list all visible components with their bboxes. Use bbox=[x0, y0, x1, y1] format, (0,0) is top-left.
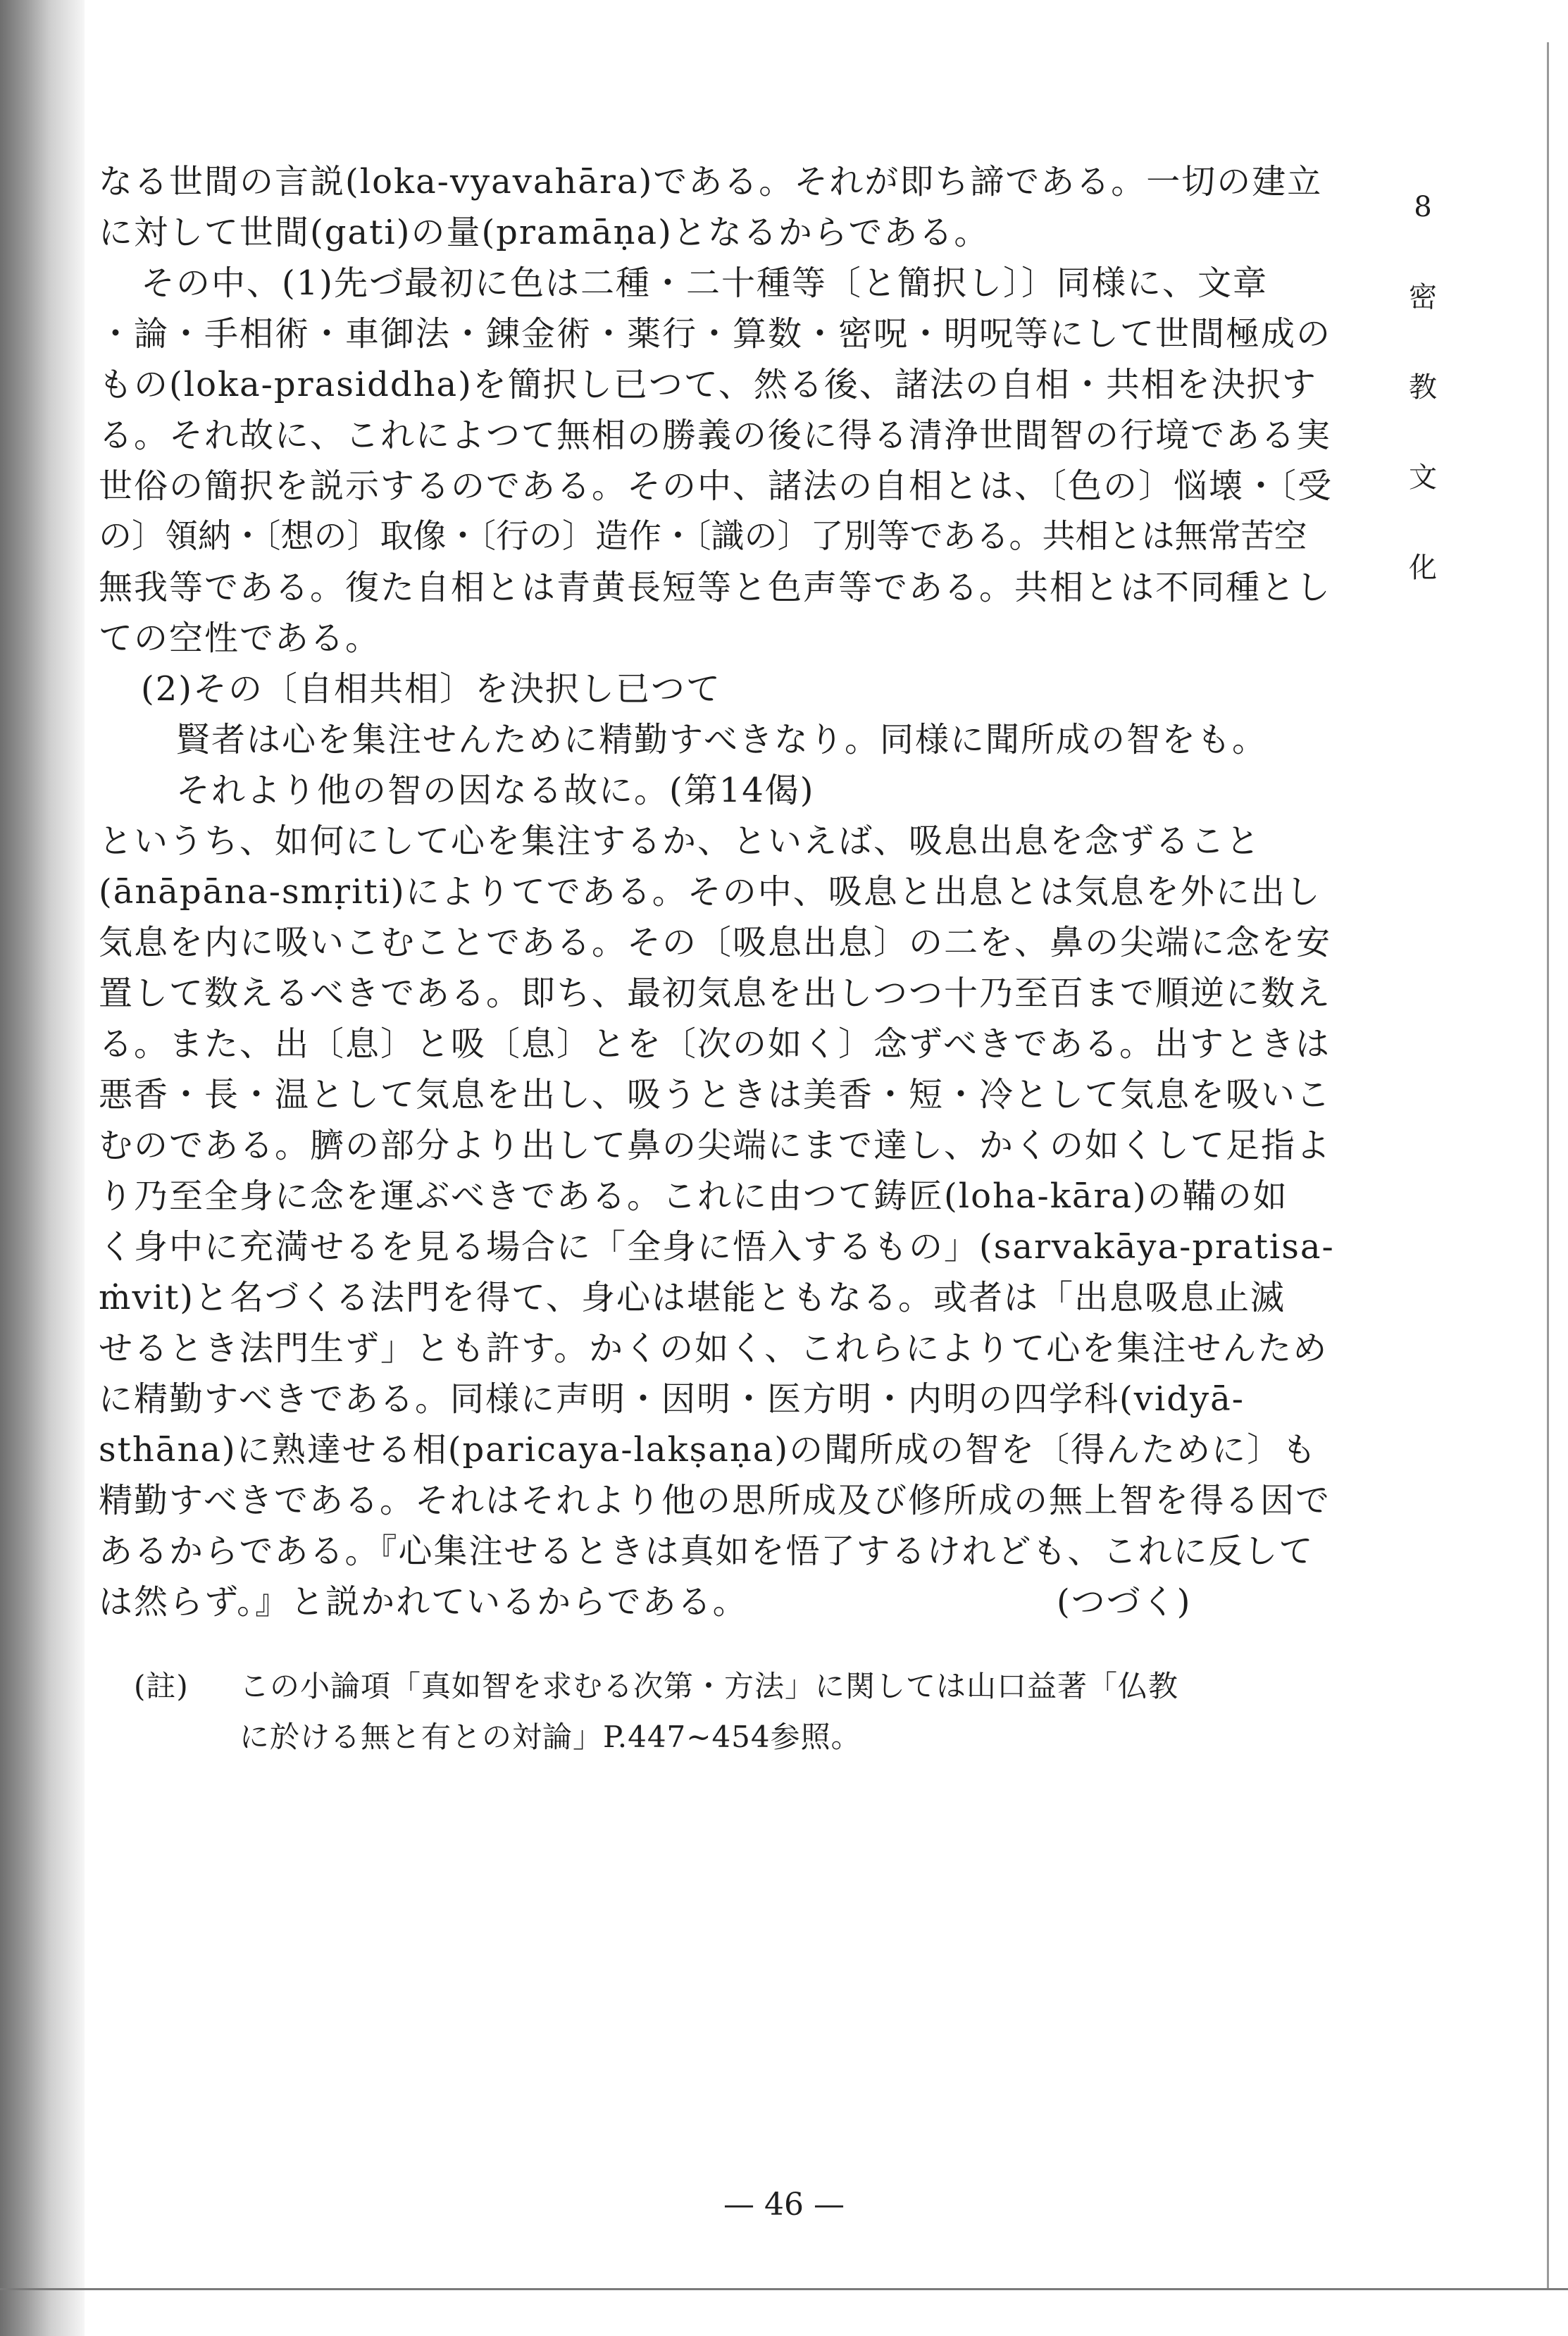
verse-line: それより他の智の因なる故に。(第14偈) bbox=[176, 771, 815, 810]
text-line: は然らず。』と説かれているからである。 bbox=[99, 1582, 748, 1622]
note-line: に於ける無と有との対論」P.447~454参照。 bbox=[239, 1720, 861, 1754]
text-line: 世俗の簡択を説示するのである。その中、諸法の自相とは、〔色の〕悩壊・〔受 bbox=[99, 466, 1333, 506]
text-line: もの(loka-prasiddha)を簡択し已つて、然る後、諸法の自相・共相を決択す bbox=[99, 365, 1317, 404]
text-line: sthāna)に熟達せる相(paricaya-lakṣaṇa)の聞所成の智を〔得んために〕も bbox=[99, 1430, 1318, 1470]
text-line: る。それ故に、これによつて無相の勝義の後に得る清浄世間智の行境である実 bbox=[99, 416, 1332, 455]
text-line: せるとき法門生ず」とも許す。かくの如く、これらによりて心を集注せんため bbox=[99, 1329, 1329, 1368]
text-line: る。また、出〔息〕と吸〔息〕とを〔次の如く〕念ずべきである。出すときは bbox=[99, 1024, 1331, 1064]
side-label-char: 教 bbox=[1409, 371, 1437, 404]
text-line: 精勤すべきである。それはそれより他の思所成及び修所成の無上智を得る因で bbox=[99, 1481, 1331, 1520]
note-line: この小論項「真如智を求むる次第・方法」に関しては山口益著「仏教 bbox=[239, 1669, 1179, 1703]
text-line: (ānāpāna-smṛiti)によりてである。その中、吸息と出息とは気息を外に出し bbox=[99, 872, 1321, 912]
bottom-margin-line bbox=[0, 2288, 1568, 2290]
text-line: ṁvit)と名づくる法門を得て、身心は堪能ともなる。或者は「出息吸息止滅 bbox=[99, 1278, 1286, 1317]
text-line: 無我等である。復た自相とは青黄長短等と色声等である。共相とは不同種とし bbox=[99, 568, 1332, 607]
note-marker: (註) bbox=[134, 1669, 189, 1703]
text-line: く身中に充満せるを見る場合に「全身に悟入するもの」(sarvakāya-pratisa- bbox=[99, 1227, 1335, 1267]
verse-line: 賢者は心を集注せんために精勤すべきなり。同様に聞所成の智をも。 bbox=[176, 720, 1268, 759]
side-label-char: 密 bbox=[1409, 281, 1437, 313]
text-line: むのである。臍の部分より出して鼻の尖端にまで達し、かくの如くして足指よ bbox=[99, 1126, 1332, 1165]
right-margin-line bbox=[1547, 42, 1549, 2290]
text-line: (2)その〔自相共相〕を決択し已つて bbox=[141, 669, 721, 709]
text-line: に精勤すべきである。同様に声明・因明・医方明・内明の四学科(vidyā- bbox=[99, 1379, 1245, 1419]
continued-marker: (つづく) bbox=[1057, 1582, 1192, 1622]
text-line: 悪香・長・温として気息を出し、吸うときは美香・短・冷として気息を吸いこ bbox=[99, 1075, 1332, 1114]
text-line: 気息を内に吸いこむことである。その〔吸息出息〕の二を、鼻の尖端に念を安 bbox=[99, 923, 1332, 962]
side-label-char: 文 bbox=[1409, 461, 1437, 494]
scan-binding-shadow bbox=[0, 0, 85, 2336]
text-line: に対して世間(gati)の量(pramāṇa)となるからである。 bbox=[99, 213, 990, 252]
text-line: あるからである。『心集注せるときは真如を悟了するけれども、これに反して bbox=[99, 1532, 1314, 1571]
journal-side-label bbox=[1398, 162, 1448, 613]
side-label-char: 8 bbox=[1414, 191, 1432, 223]
text-line: り乃至全身に念を運ぶべきである。これに由つて鋳匠(loha-kāra)の鞴の如 bbox=[99, 1176, 1288, 1216]
text-line: 置して数えるべきである。即ち、最初気息を出しつつ十乃至百まで順逆に数え bbox=[99, 974, 1332, 1013]
text-line: なる世間の言説(loka-vyavahāra)である。それが即ち諦である。一切の建立 bbox=[99, 162, 1323, 201]
text-line: ・論・手相術・車御法・錬金術・薬行・算数・密呪・明呪等にして世間極成の bbox=[99, 314, 1332, 354]
text-line: というち、如何にして心を集注するか、といえば、吸息出息を念ずること bbox=[99, 821, 1262, 861]
side-label-char: 化 bbox=[1409, 552, 1437, 584]
text-line: その中、(1)先づ最初に色は二種・二十種等〔と簡択し〕〕同様に、文章 bbox=[141, 263, 1268, 303]
text-line: ての空性である。 bbox=[99, 619, 381, 658]
page-number: — 46 — bbox=[723, 2187, 845, 2223]
text-line: の〕領納・〔想の〕取像・〔行の〕造作・〔識の〕了別等である。共相とは無常苦空 bbox=[99, 517, 1307, 556]
